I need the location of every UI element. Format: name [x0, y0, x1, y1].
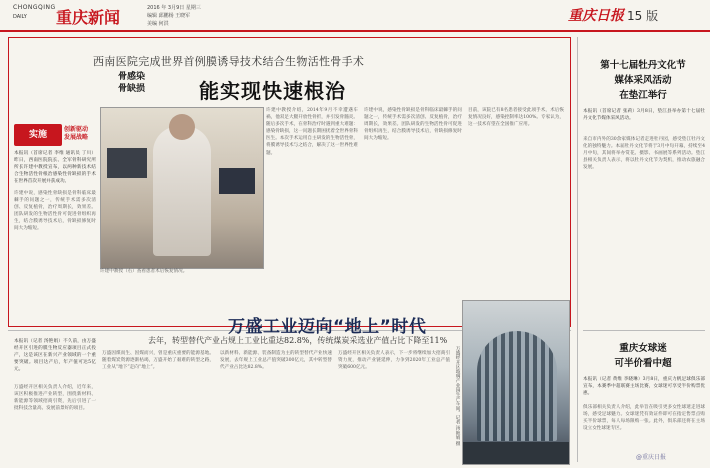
right-headline2-line2: 可半价看中超	[614, 358, 672, 369]
section-title: 重庆新闻	[56, 8, 121, 27]
lead-story-photo	[100, 107, 264, 269]
right-story2-dateline: 本报讯（记者 黄维 李晓琳）3月8日，重庆力帆足球俱乐部宣布，本赛季中超联赛主场比赛，女球迷可享受半价购票优惠。	[583, 377, 705, 397]
right-story2-body: 俱乐部相关负责人介绍，此举旨在吸引更多女性球迷走进球场，感受足球魅力。女球迷凭有效证件即可在指定售票点购买半价球票，每人每场限购一张。此外，俱乐部还将在主场设立女性球迷专区。	[583, 405, 705, 432]
right-story2-headline	[583, 341, 703, 371]
story2-body-col4: 万盛经开区相关负责人表示，下一步将继续加大招商引资力度，推动产业链延伸，力争到2020年工业总产值突破600亿元。	[338, 351, 450, 371]
story2-photo-caption: 万盛经开区玻璃产业园生产车间。记者 汤艳娟 摄	[455, 346, 460, 446]
right-headline1-line3: 在垫江举行	[619, 90, 667, 101]
right-story1-body: 来自市内外的30余家媒体记者走进牡丹园，感受垫江牡丹文化的独特魅力。本届牡丹文化节将于3月中旬开幕，持续至4月中旬，其间将举办赏花、摄影、书画展等系列活动。垫江县相关负责人表示，将以牡丹文化节为契机，推动农旅融合发展。	[583, 137, 705, 171]
lead-story-body-left: 许建中说，感染性骨缺损是骨科临床最棘手的问题之一，传统手术需多次清创、反复植骨，治疗周期长，效果差。团队研发的生物活性骨可促进骨组织再生，结合膜诱导技术后，骨缺损修复时间大为缩短。	[14, 191, 96, 232]
right-story1-dateline: 本报讯（首席记者 张莉）3月8日，垫江县举办第十七届牡丹文化节媒体采风活动。	[583, 109, 705, 122]
factory-structure	[477, 331, 557, 441]
lead-story-photo-caption: 许建中教授（右）查看患者术后恢复情况。	[100, 269, 188, 274]
monitor-shape	[107, 148, 147, 178]
monitor-shape-2	[219, 168, 255, 194]
story2-subhead: 去年，转型替代产业占规上工业比重达82.8%，传统煤炭采选业产值占比下降至11%	[148, 336, 448, 345]
right-headline2-line1: 重庆女球迷	[619, 343, 667, 354]
story2-body-col2: 万盛因煤而生、因煤而兴，曾是重庆重要的能源基地。随着煤炭资源逐渐枯竭，万盛开始了艰难的转型之路，工业从“地下”走向“地上”。	[102, 351, 214, 371]
column-badge-tagline	[64, 126, 88, 142]
lead-story-dateline: 本报讯（首席记者 李维 通讯员 丁川）昨日，西南医院院长、全军骨科研究所所长许建中教授宣布，以两种新技术结合生物活性骨根治感染性骨缺损的手术在世界首次开展并获成功。	[14, 151, 96, 185]
badge-tagline-1: 创新驱动	[64, 126, 89, 133]
badge-tagline-2: 发展战略	[64, 134, 89, 141]
paper-logo: 重庆日报	[568, 8, 624, 24]
city-sub-en: DAILY	[13, 14, 27, 20]
story2-dateline: 本报讯（记者 汤艳娟）不久前，由万盛经开区引进的膜生物反应器项目正式投产，这是该区在新兴产业领域的一个重要突破。项目达产后，年产值可达5亿元。	[14, 339, 96, 373]
factory-floor	[463, 442, 569, 464]
right-divider	[583, 330, 705, 331]
watermark: @重庆日报	[636, 454, 667, 461]
lead-story-body-col3: 许建中说，感染性骨缺损是骨科临床最棘手的问题之一，传统手术需多次清创、反复植骨，治疗周期长，效果差。团队研发的生物活性骨可促进骨组织再生，结合膜诱导技术后，骨缺损修复时间大为缩短。	[364, 108, 462, 142]
city-name-en: CHONGQING	[13, 4, 56, 11]
right-headline1-line2: 媒体采风活动	[614, 75, 672, 86]
story2-body-col3: 以新材料、新能源、装备制造为主的转型替代产业快速发展，去年规上工业总产值突破300亿元，其中转型替代产业占比达82.8%。	[220, 351, 332, 371]
lead-story-headline: 能实现快速根治	[199, 79, 346, 103]
doctor-head	[169, 114, 195, 140]
editor-line: 编辑 邱鹏杨 王晓军	[147, 13, 191, 19]
designer-line: 美编 何洪	[147, 21, 169, 27]
issue-date: 2016 年 3月9日 星期三	[147, 5, 201, 11]
doctor-figure	[153, 126, 211, 256]
deck-line-2: 骨缺损	[118, 84, 146, 94]
lead-story-body-col4: 目前，该院已有8名患者接受此项手术，术后恢复情况良好，感染控制率达100%。专家认为，这一技术有望在全国推广应用。	[468, 108, 564, 128]
lead-story-deck	[118, 71, 145, 95]
column-rule	[577, 37, 578, 462]
page-number: 15 版	[627, 9, 659, 23]
column-badge: 实施	[14, 124, 62, 146]
lead-story-kicker: 西南医院完成世界首例膜诱导技术结合生物活性骨手术	[93, 55, 365, 68]
deck-line-1: 骨感染	[118, 72, 146, 82]
right-story1-headline	[583, 58, 703, 103]
story2-body-col1: 万盛经开区相关负责人介绍，近年来，该区积极推进产业转型，围绕新材料、新能源等领域招商引资，先后引进了一批科技含量高、发展前景好的项目。	[14, 385, 96, 412]
story2-photo	[462, 300, 570, 465]
story2-headline: 万盛工业迈向“地上”时代	[228, 317, 427, 337]
lead-story-body-col2: 许建中教授介绍，2014年9月不幸遭遇车祸，他双足大腿开放性骨折，并引发骨髓炎。随后多次手术，在骨科治疗时遇到重大难题：感染骨缺损，这一问题长期困扰着全世界骨科医生。本次手术运用自主研发的生物活性骨，将膜诱导技术与之结合，解决了这一世界性难题。	[266, 108, 358, 156]
right-headline1-line1: 第十七届牡丹文化节	[600, 60, 686, 71]
